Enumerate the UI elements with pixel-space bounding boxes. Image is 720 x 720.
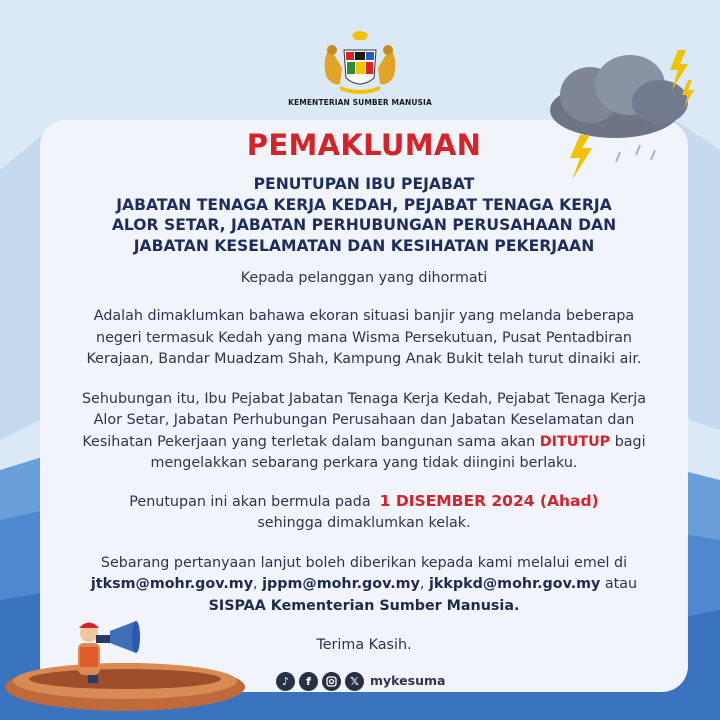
contact-paragraph: Sebarang pertanyaan lanjut boleh diberikan kepada kami melalui emel di jtksm@mohr.gov.my, jppm@mohr.gov.my, jkkpkd@mohr.gov.my atau SISPAA Kementerian Sumber Manusia. <box>90 554 638 614</box>
closure-paragraph <box>40 389 688 475</box>
rafter-with-megaphone-illustration <box>0 595 260 720</box>
closure-tail: bagi mengelakkan sebarang perkara yang tidak diingini berlaku. <box>150 433 646 471</box>
subtitle-line: ALOR SETAR, JABATAN PERHUBUNGAN PERUSAHAAN DAN <box>111 216 617 234</box>
date-intro: Penutupan ini akan bermula pada <box>129 493 371 510</box>
closure-date: 1 DISEMBER 2024 (Ahad) <box>379 491 599 510</box>
tiktok-icon[interactable]: ♪ <box>276 672 295 691</box>
date-paragraph <box>40 491 688 535</box>
email-link-jkkpkd[interactable]: jkkpkd@mohr.gov.my <box>428 576 601 592</box>
contact-intro: Sebarang pertanyaan lanjut boleh diberikan kepada kami melalui emel di <box>100 554 628 571</box>
notice-title: PEMAKLUMAN <box>246 128 482 162</box>
social-icons <box>276 670 364 692</box>
date-tail: sehingga dimaklumkan kelak. <box>257 515 471 531</box>
greeting: Kepada pelanggan yang dihormati <box>240 270 488 286</box>
subtitle-line: PENUTUPAN IBU PEJABAT <box>253 175 475 193</box>
notice-subtitle <box>40 174 688 256</box>
notice-content <box>40 128 688 653</box>
email-link-jppm[interactable]: jppm@mohr.gov.my <box>262 576 420 592</box>
closure-text: Sehubungan itu, Ibu Pejabat Jabatan Tenaga Kerja Kedah, Pejabat Tenaga Kerja Alor Setar, Jabatan Perhubungan Perusahaan dan Jabatan Keselamatan dan Kesihatan Pekerjaan yang terletak dalam bangunan sama akan <box>81 390 647 450</box>
ministry-caption: KEMENTERIAN SUMBER MANUSIA <box>288 98 432 107</box>
subtitle-line: JABATAN KESELAMATAN DAN KESIHATAN PEKERJAAN <box>133 236 595 255</box>
flood-paragraph: Adalah dimaklumkan bahawa ekoran situasi banjir yang melanda beberapa negeri termasuk Kedah yang mana Wisma Persekutuan, Pusat Pentadbiran Kerajaan, Bandar Muadzam Shah, Kampung Anak Bukit telah turut dinaiki air. <box>86 308 642 367</box>
x-icon[interactable]: 𝕏 <box>345 672 364 691</box>
subtitle-line: JABATAN TENAGA KERJA KEDAH, PEJABAT TENAGA KERJA <box>116 195 612 214</box>
sispaa-text: SISPAA Kementerian Sumber Manusia. <box>208 597 520 614</box>
facebook-icon[interactable]: f <box>299 672 318 691</box>
atau-text: atau <box>604 576 638 592</box>
social-handle: mykesuma <box>370 673 446 688</box>
closed-emphasis: DITUTUP <box>539 433 611 450</box>
thanks-text: Terima Kasih. <box>316 637 412 653</box>
email-link-jtksm[interactable]: jtksm@mohr.gov.my <box>90 576 254 592</box>
instagram-icon[interactable] <box>322 672 341 691</box>
